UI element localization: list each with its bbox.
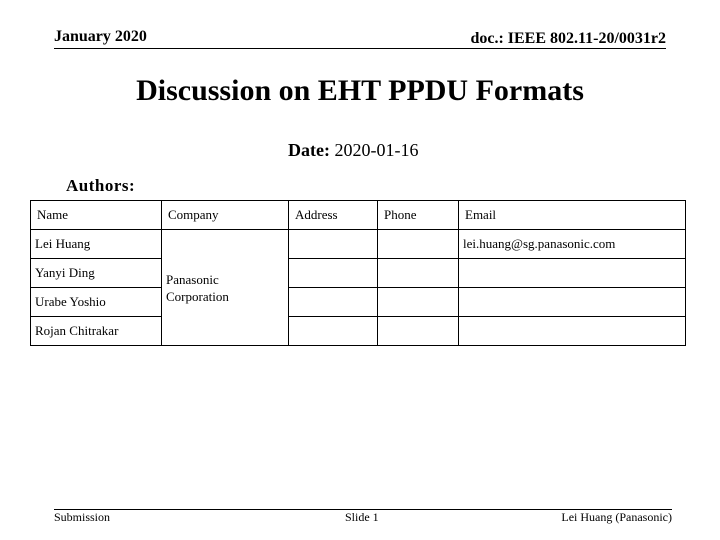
- author-address: [289, 317, 378, 346]
- slide-title: Discussion on EHT PPDU Formats: [136, 74, 584, 107]
- column-header-address: Address: [289, 201, 378, 230]
- column-header-email: Email: [459, 201, 686, 230]
- author-phone: [378, 230, 459, 259]
- author-email: [459, 288, 686, 317]
- author-address: [289, 230, 378, 259]
- author-email: [459, 317, 686, 346]
- table-row: [31, 317, 686, 346]
- header-date: January 2020: [54, 28, 147, 45]
- header-divider: [54, 48, 666, 49]
- author-name: Lei Huang: [31, 230, 162, 259]
- author-address: [289, 288, 378, 317]
- footer-slide-number: Slide 1: [345, 510, 379, 524]
- author-company: Panasonic Corporation: [162, 230, 289, 346]
- table-row: [31, 288, 686, 317]
- author-phone: [378, 317, 459, 346]
- footer-author: Lei Huang (Panasonic): [561, 510, 672, 524]
- author-address: [289, 259, 378, 288]
- author-phone: [378, 259, 459, 288]
- author-name: Rojan Chitrakar: [31, 317, 162, 346]
- table-row: [31, 230, 686, 259]
- authors-label: Authors:: [66, 176, 136, 195]
- column-header-company: Company: [162, 201, 289, 230]
- author-email: [459, 259, 686, 288]
- header-doc-id: doc.: IEEE 802.11-20/0031r2: [470, 30, 666, 47]
- author-phone: [378, 288, 459, 317]
- date-line: [288, 140, 418, 161]
- table-row: [31, 259, 686, 288]
- authors-table: [30, 200, 686, 346]
- author-name: Yanyi Ding: [31, 259, 162, 288]
- table-header-row: [31, 201, 686, 230]
- date-label: Date:: [288, 140, 330, 160]
- column-header-name: Name: [31, 201, 162, 230]
- footer-submission: Submission: [54, 510, 111, 524]
- column-header-phone: Phone: [378, 201, 459, 230]
- author-name: Urabe Yoshio: [31, 288, 162, 317]
- author-email: lei.huang@sg.panasonic.com: [459, 230, 686, 259]
- date-value: 2020-01-16: [334, 140, 419, 160]
